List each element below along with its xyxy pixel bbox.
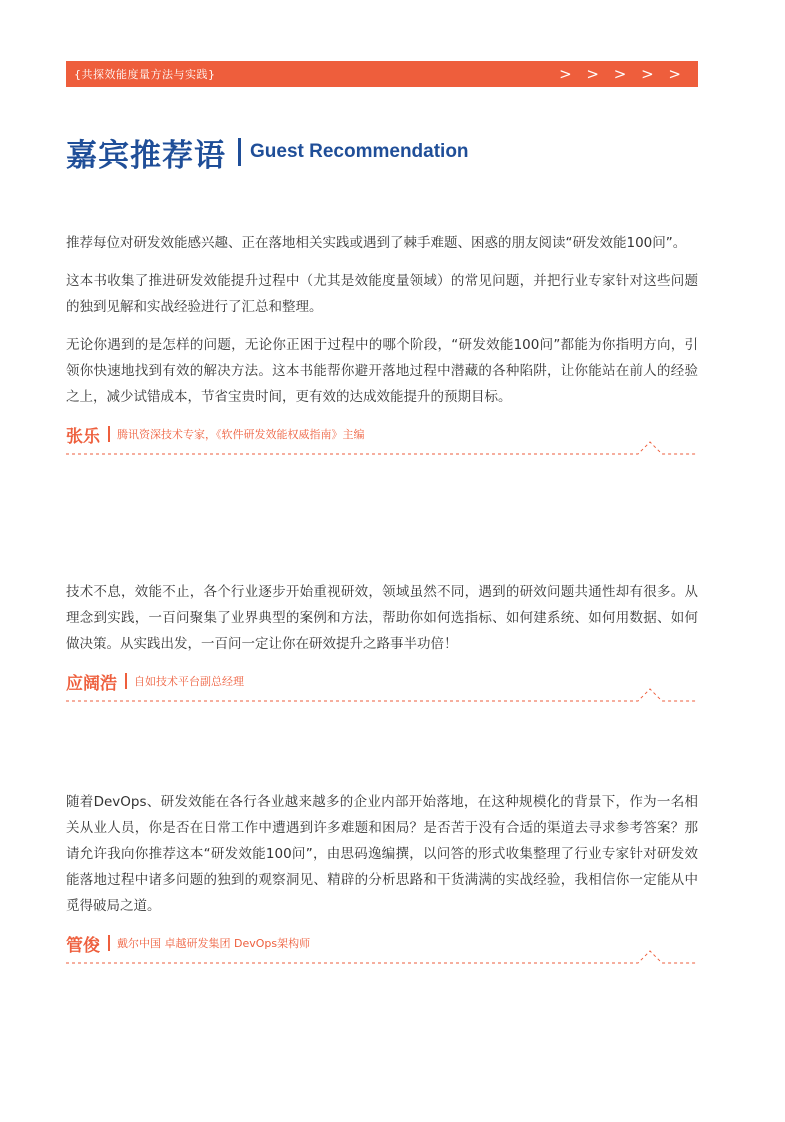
dashed-divider [66,949,698,969]
banner-arrows: > > > > > [559,65,686,83]
dashed-divider [66,440,698,460]
paragraph: 随着DevOps、研发效能在各行各业越来越多的企业内部开始落地，在这种规模化的背景下，作为一名相关从业人员，你是否在日常工作中遭遇到许多难题和困局？是否苦于没有合适的渠道去寻求参考答案？那请允许我向你推荐这本“研发效能100问”，由思码逸编撰，以问答的形式收集整理了行业专家针对研发效能落地过程中诸多问题的独到的观察洞见、精辟的分析思路和干货满满的实战经验，我相信你一定能从中觅得破局之道。 [66,794,698,914]
paragraph: 推荐每位对研发效能感兴趣、正在落地相关实践或遇到了棘手难题、困惑的朋友阅读“研发效能100问”。 [66,235,687,251]
signature-separator [108,426,110,442]
banner-tagline: {共探效能度量方法与实践} [74,68,216,81]
signature-separator [125,673,127,689]
top-banner [66,61,698,87]
paragraph: 无论你遇到的是怎样的问题，无论你正困于过程中的哪个阶段，“研发效能100问”都能为你指明方向，引领你快速地找到有效的解决方法。这本书能帮你避开落地过程中潜藏的各种陷阱，让你能站在前人的经验之上，减少试错成本，节省宝贵时间，更有效的达成效能提升的预期目标。 [66,337,698,405]
page-title-en: Guest Recommendation [250,141,469,162]
author-name: 张乐 [66,426,100,447]
author-title: 自如技术平台副总经理 [134,675,244,688]
page-title [66,130,469,174]
recommendation-1 [66,230,698,460]
paragraph: 技术不息，效能不止，各个行业逐步开始重视研效，领域虽然不同，遇到的研效问题共通性却有很多。从理念到实践，一百问聚集了业界典型的案例和方法，帮助你如何选指标、如何建系统、如何用数据、如何做决策。从实践出发，一百问一定让你在研效提升之路事半功倍！ [66,584,698,652]
page-title-cn: 嘉宾推荐语 [66,137,226,174]
recommendation-3 [66,789,698,969]
author-name: 应阔浩 [66,673,117,694]
author-title: 戴尔中国 卓越研发集团 DevOps架构师 [117,937,311,950]
paragraph: 这本书收集了推进研发效能提升过程中（尤其是效能度量领域）的常见问题，并把行业专家针对这些问题的独到见解和实战经验进行了汇总和整理。 [66,273,698,315]
signature-separator [108,935,110,951]
dashed-divider [66,687,698,707]
title-separator [238,138,241,166]
recommendation-2 [66,579,698,707]
author-title: 腾讯资深技术专家，《软件研发效能权威指南》主编 [117,428,365,441]
author-name: 管俊 [66,935,100,956]
